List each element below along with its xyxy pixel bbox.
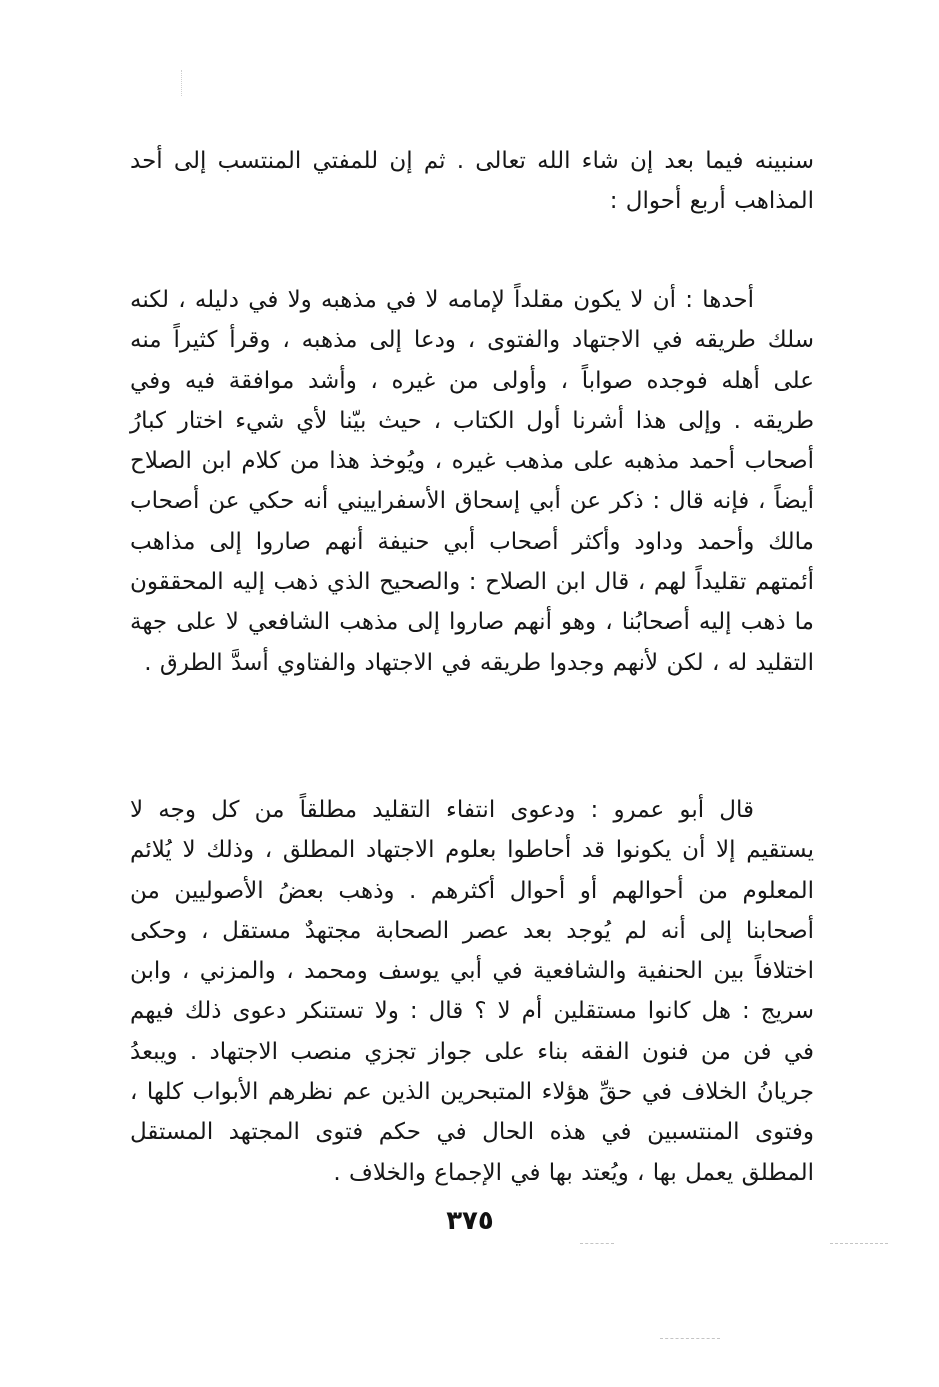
scan-artifact xyxy=(580,1243,614,1244)
paragraph-abu-amr-quote-text: قال أبو عمرو : ودعوى انتفاء التقليد مطلقاً من كل وجه لا يستقيم إلا أن يكونوا قد أحاطوا بعلوم الاجتهاد المطلق ، وذلك لا يُلائم المعلوم من أحوالهم أو أحوال أكثرهم . وذهب بعضُ الأصوليين من أصحابنا إلى أنه لم يُوجد بعد عصر الصحابة مجتهدٌ مستقل ، وحكى اختلافاً بين الحنفية والشافعية في أبي يوسف ومحمد ، والمزني ، وابن سريج : هل كانوا مستقلين أم لا ؟ قال : ولا تستنكر دعوى ذلك فيهم في فن من فنون الفقه بناء على جواز تجزي منصب الاجتهاد . ويبعدُ جريانُ الخلاف في حقِّ هؤلاء المتبحرين الذين عم نظرهم الأبواب كلها ، وفتوى المنتسبين في هذه الحال في حكم فتوى المجتهد المستقل المطلق يعمل بها ، ويُعتد بها في الإجماع والخلاف . xyxy=(130,797,814,1186)
paragraph-first-state xyxy=(130,280,814,683)
paragraph-continuation: سنبينه فيما بعد إن شاء الله تعالى . ثم إن للمفتي المنتسب إلى أحد المذاهب أربع أحوال : xyxy=(130,148,814,215)
paragraph-abu-amr-quote xyxy=(130,790,814,1193)
paragraph-first-state-text: أحدها : أن لا يكون مقلداً لإمامه لا في مذهبه ولا في دليله ، لكنه سلك طريقه في الاجتهاد والفتوى ، ودعا إلى مذهبه ، وقرأ كثيراً منه على أهله فوجده صواباً ، وأولى من غيره ، وأشد موافقة فيه وفي طريقه . وإلى هذا أشرنا أول الكتاب ، حيث بيّنا لأي شيء اختار كبارُ أصحاب أحمد مذهبه على مذهب غيره ، ويُوخذ هذا من كلام ابن الصلاح أيضاً ، فإنه قال : ذكر عن أبي إسحاق الأسفراييني أنه حكي عن أصحاب مالك وأحمد وداود وأكثر أصحاب أبي حنيفة أنهم صاروا إلى مذاهب أئمتهم تقليداً لهم ، قال ابن الصلاح : والصحيح الذي ذهب إليه المحققون ما ذهب إليه أصحابُنا ، وهو أنهم صاروا إلى مذهب الشافعي لا على جهة التقليد له ، لكن لأنهم وجدوا طريقه في الاجتهاد والفتاوي أسدَّ الطرق . xyxy=(130,287,814,676)
scan-artifact xyxy=(660,1338,720,1339)
scan-artifact xyxy=(181,70,182,96)
scan-artifact xyxy=(830,1243,888,1244)
page-number: ٣٧٥ xyxy=(446,1206,494,1236)
